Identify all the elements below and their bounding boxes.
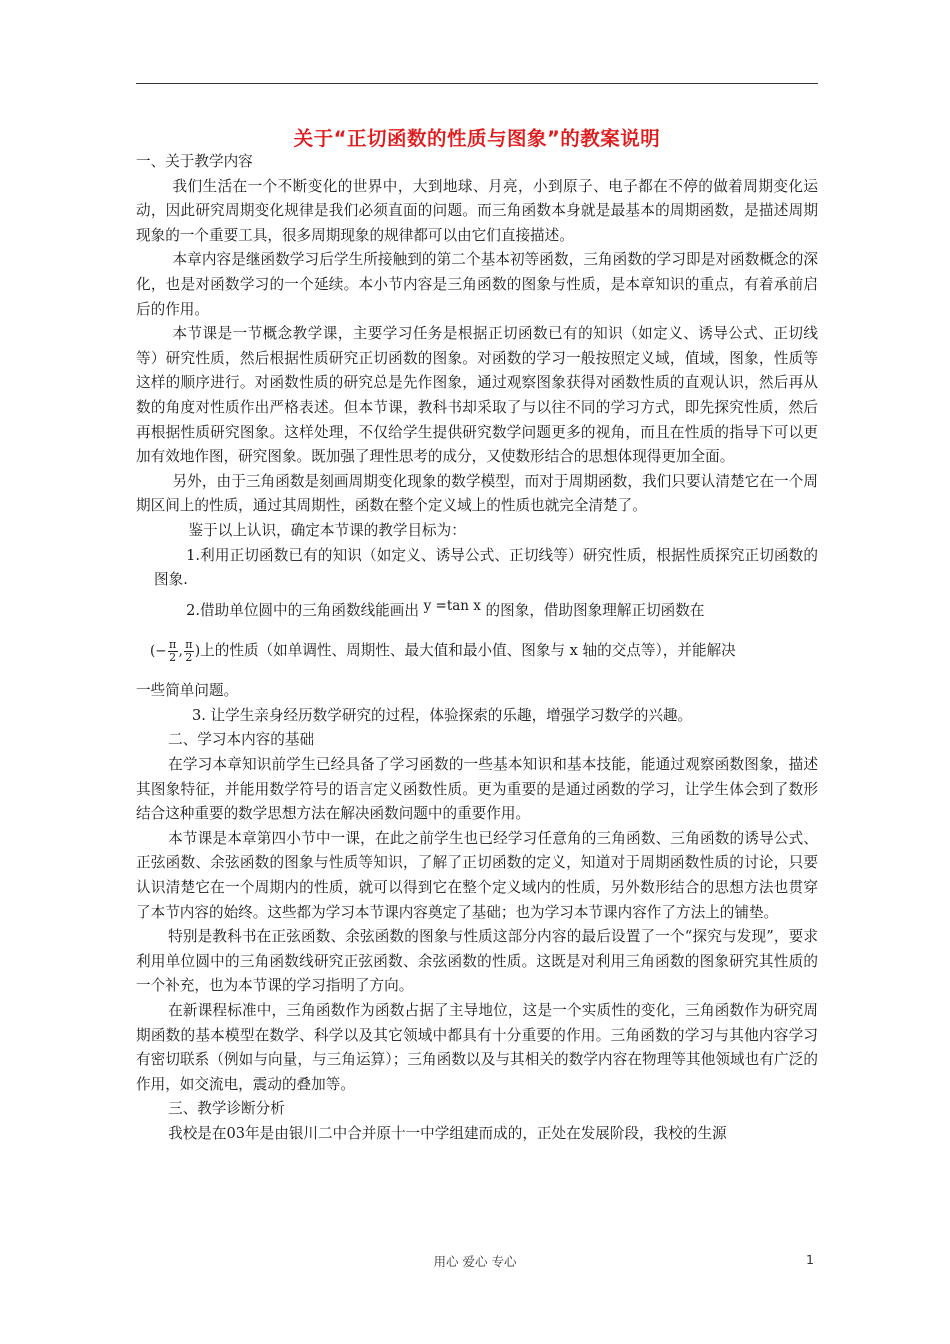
fraction-numerator: π xyxy=(168,637,177,651)
paragraph: 本章内容是继函数学习后学生所接触到的第二个基本初等函数，三角函数的学习即是对函数概念的深化，也是对函数学习的一个延续。本小节内容是三角函数的图象与性质，是本章知识的重点，有着承前启后的作用。 xyxy=(136,251,818,318)
interval-close: ) xyxy=(194,642,201,659)
objective-2-text: 2.借助单位圆中的三角函数线能画出 xyxy=(186,601,419,619)
section-heading-1: 一、关于教学内容 xyxy=(136,153,253,170)
objective-2-interval-line xyxy=(136,631,818,671)
fraction-denominator: 2 xyxy=(185,650,193,664)
interval-open: (− xyxy=(150,642,167,659)
paragraph: 我校是在03年是由银川二中合并原十一中学组建而成的，正处在发展阶段，我校的生源 xyxy=(168,1124,727,1142)
paragraph: 本节课是本章第四小节中一课，在此之前学生也已经学习任意角的三角函数、三角函数的诱导公式、正弦函数、余弦函数的图象与性质等知识，了解了正切函数的定义，知道对于周期函数性质的讨论，只要认识清楚它在一个周期内的性质，就可以得到它在整个定义域内的性质，另外数形结合的思想方法也贯穿了本节内容的始终。这些都为学习本节课内容奠定了基础；也为学习本节课内容作了方法上的铺垫。 xyxy=(136,829,818,921)
section-heading-3: 三、教学诊断分析 xyxy=(168,1100,285,1118)
page-number: 1 xyxy=(806,1252,814,1267)
paragraph: 本节课是一节概念教学课，主要学习任务是根据正切函数已有的知识（如定义、诱导公式、正切线等）研究性质，然后根据性质研究正切函数的图象。对函数的学习一般按照定义域，值域，图象，性质等这样的顺序进行。对函数性质的研究总是先作图象，通过观察图象获得对函数性质的直观认识，然后再从数的角度对性质作出严格表述。但本节课，教科书却采取了与以往不同的学习方式，即先探究性质，然后再根据性质研究图象。这样处理，不仅给学生提供研究数学问题更多的视角，而且在性质的指导下可以更加有效地作图，研究图象。既加强了理性思考的成分，又使数形结合的思想体现得更加全面。 xyxy=(136,325,818,466)
paragraph: 在学习本章知识前学生已经具备了学习函数的一些基本知识和基本技能，能通过观察函数图象，描述其图象特征，并能用数学符号的语言定义函数性质。更为重要的是通过函数的学习，让学生体会到了数形结合这种重要的数学思想方法在解决函数问题中的重要作用。 xyxy=(136,756,818,823)
interval-comma: , xyxy=(178,642,183,659)
fraction-pi-over-2 xyxy=(168,639,178,664)
fraction-denominator: 2 xyxy=(169,650,177,664)
section-heading-2: 二、学习本内容的基础 xyxy=(168,731,315,749)
page-footer: 用心 爱心 专心 xyxy=(433,1254,517,1269)
objective-2-text-post: 的图象，借助图象理解正切函数在 xyxy=(485,601,705,619)
objective-2-continuation: 上的性质（如单调性、周期性、最大值和最小值、图象与 x 轴的交点等），并能解决 xyxy=(200,641,736,659)
objective-2 xyxy=(136,599,818,624)
paragraph: 我们生活在一个不断变化的世界中，大到地球、月亮，小到原子、电子都在不停的做着周期变化运动，因此研究周期变化规律是我们必须直面的问题。而三角函数本身就是最基本的周期函数，是描述周期现象的一个重要工具，很多周期现象的规律都可以由它们直接描述。 xyxy=(136,177,818,244)
paragraph: 特别是教科书在正弦函数、余弦函数的图象与性质这部分内容的最后设置了一个“探究与发现”，要求利用单位圆中的三角函数线研究正弦函数、余弦函数的性质。这既是对利用三角函数的图象研究其性质的一个补充，也为本节课的学习指明了方向。 xyxy=(136,928,818,995)
document-body xyxy=(136,150,818,1147)
paragraph: 另外，由于三角函数是刻画周期变化现象的数学模型，而对于周期函数，我们只要认清楚它在一个周期区间上的性质，通过其周期性，函数在整个定义域上的性质也就完全清楚了。 xyxy=(136,472,818,515)
document-title: 关于“正切函数的性质与图象”的教案说明 xyxy=(293,127,661,150)
paragraph: 鉴于以上认识，确定本节课的教学目标为： xyxy=(188,521,466,539)
fraction-pi-over-2 xyxy=(184,639,194,664)
formula-tan: y =tan x xyxy=(423,597,481,614)
objective-2-end: 一些简单问题。 xyxy=(136,682,239,700)
header-rule xyxy=(136,83,818,84)
objective-1: 1.利用正切函数已有的知识（如定义、诱导公式、正切线等）研究性质，根据性质探究正切函数的图象. xyxy=(154,546,818,589)
objective-3: 3. 让学生亲身经历数学研究的过程，体验探索的乐趣，增强学习数学的兴趣。 xyxy=(191,706,693,724)
paragraph: 在新课程标准中，三角函数作为函数占据了主导地位，这是一个实质性的变化，三角函数作为研究周期函数的基本模型在数学、科学以及其它领域中都具有十分重要的作用。三角函数的学习与其他内容学习有密切联系（例如与向量，与三角运算）；三角函数以及与其相关的数学内容在物理等其他领域也有广泛的作用，如交流电，震动的叠加等。 xyxy=(136,1002,818,1093)
fraction-numerator: π xyxy=(185,637,193,651)
